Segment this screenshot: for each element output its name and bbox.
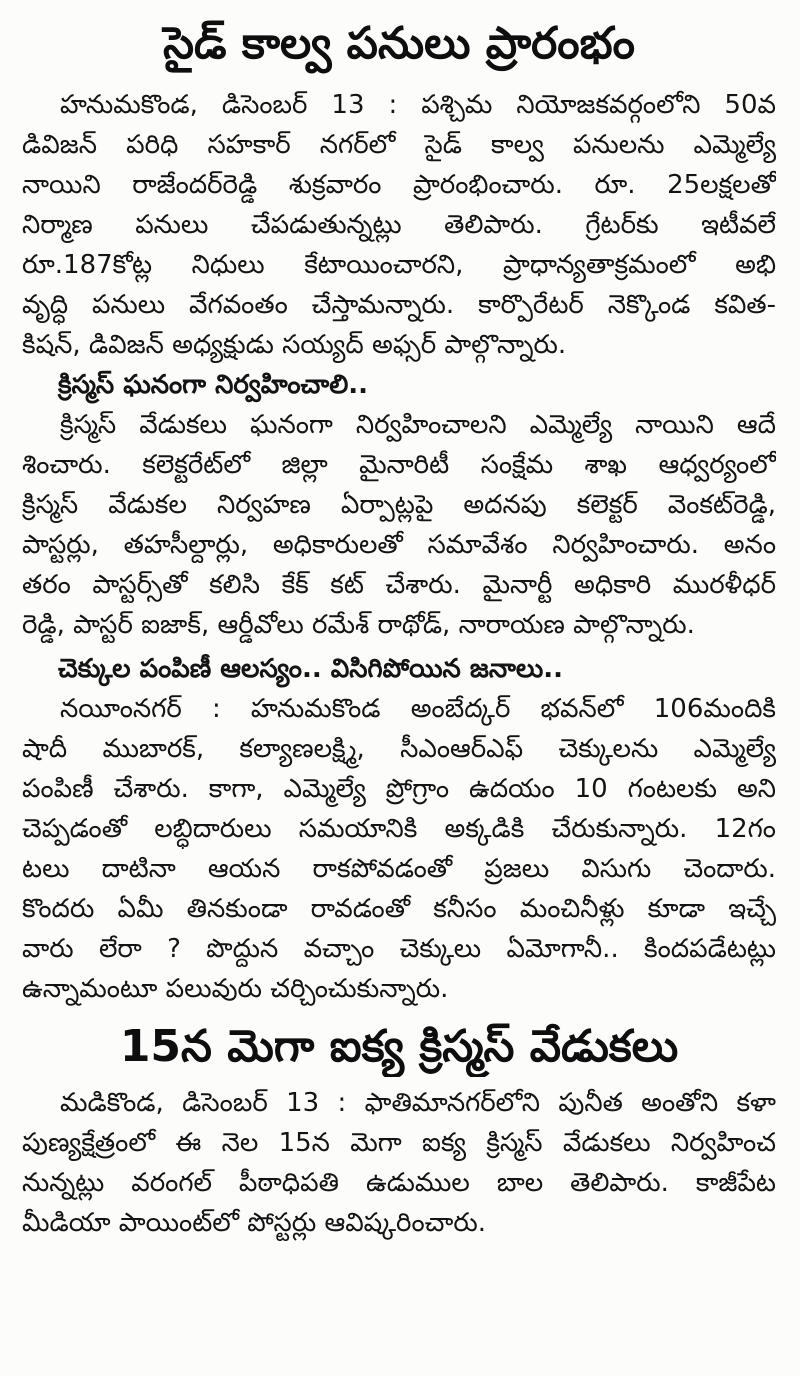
paragraph-line: పుణ్యక్షేత్రంలో ఈ నెల 15న మెగా ఐక్య క్రిస్మస్ వేడుకలు నిర్వహించ bbox=[22, 1128, 776, 1158]
paragraph-line: క్రిస్మస్ వేడుకల నిర్వహణ ఏర్పాట్లపై అదనపు కలెక్టర్ వెంకట్‌రెడ్డి, bbox=[22, 490, 776, 520]
paragraph-line: పాస్టర్లు, తహసీల్దార్లు, అధికారులతో సమావేశం నిర్వహించారు. అనం bbox=[22, 530, 776, 560]
paragraph-line: వారు లేరా ? పొద్దున వచ్చాం చెక్కులు ఏమోగానీ.. కిందపడేటట్లు bbox=[22, 934, 776, 964]
paragraph-line: నాయిని రాజేందర్‌రెడ్డి శుక్రవారం ప్రారంభించారు. రూ. 25లక్షలతో bbox=[22, 170, 776, 200]
paragraph-line: షాదీ ముబారక్, కల్యాణలక్ష్మి, సీఎంఆర్ఎఫ్ చెక్కులను ఎమ్మెల్యే bbox=[22, 734, 776, 764]
paragraph-line: టలు దాటినా ఆయన రాకపోవడంతో ప్రజలు విసుగు చెందారు. bbox=[22, 854, 776, 884]
article-headline: సైడ్ కాల్వ పనులు ప్రారంభం bbox=[163, 18, 635, 69]
paragraph-line: క్రిస్మస్ వేడుకలు ఘనంగా నిర్వహించాలని ఎమ్మెల్యే నాయిని ఆదే bbox=[60, 410, 776, 440]
article-paragraph bbox=[22, 689, 776, 1009]
paragraph-line: డివిజన్ పరిధి సహకార్ నగర్‌లో సైడ్ కాల్వ పనులను ఎమ్మెల్యే bbox=[22, 130, 776, 160]
article-paragraph bbox=[22, 1083, 776, 1243]
paragraph-line: తరం పాస్టర్స్‌తో కలిసి కేక్ కట్ చేశారు. మైనార్టీ అధికారి మురళీధర్ bbox=[22, 570, 776, 600]
article-paragraph bbox=[22, 85, 776, 365]
paragraph-line: రెడ్డి, పాస్టర్ ఐజాక్, ఆర్డీవోలు రమేశ్ రాథోడ్, నారాయణ పాల్గొన్నారు. bbox=[22, 610, 695, 640]
paragraph-line: మీడియా పాయింట్‌లో పోస్టర్లు ఆవిష్కరించారు. bbox=[22, 1208, 487, 1238]
paragraph-line: హనుమకొండ, డిసెంబర్ 13 : పశ్చిమ నియోజకవర్గంలోని 50వ bbox=[60, 90, 776, 120]
subheading: చెక్కుల పంపిణీ ఆలస్యం.. విసిగిపోయిన జనాలు.. bbox=[58, 654, 564, 684]
paragraph-line: చెప్పడంతో లబ్ధిదారులు సమయానికి అక్కడికి చేరుకున్నారు. 12గం bbox=[22, 814, 776, 844]
paragraph-line: నున్నట్లు వరంగల్ పీఠాధిపతి ఉడుముల బాల తెలిపారు. కాజీపేట bbox=[22, 1168, 776, 1198]
paragraph-line: ఉన్నామంటూ పలువురు చర్చించుకున్నారు. bbox=[22, 974, 449, 1004]
paragraph-line: పంపిణీ చేశారు. కాగా, ఎమ్మెల్యే ప్రోగ్రాం ఉదయం 10 గంటలకు అని bbox=[22, 774, 776, 804]
paragraph-line: శించారు. కలెక్టరేట్‌లో జిల్లా మైనారిటీ సంక్షేమ శాఖ ఆధ్వర్యంలో bbox=[22, 450, 776, 480]
article-headline: 15న మెగా ఐక్య క్రిస్మస్ వేడుకలు bbox=[119, 1021, 679, 1072]
paragraph-line: రూ.187కోట్ల నిధులు కేటాయించారని, ప్రాధాన్యతాక్రమంలో అభి bbox=[22, 250, 776, 280]
paragraph-line: కిషన్, డివిజన్ అధ్యక్షుడు సయ్యద్ అఫ్సర్ పాల్గొన్నారు. bbox=[22, 330, 567, 360]
subheading: క్రిస్మస్ ఘనంగా నిర్వహించాలి.. bbox=[58, 370, 368, 400]
paragraph-line: కొందరు ఏమీ తినకుండా రావడంతో కనీసం మంచినీళ్లు కూడా ఇచ్చే bbox=[22, 894, 776, 924]
paragraph-line: వృద్ధి పనులు వేగవంతం చేస్తామన్నారు. కార్పొరేటర్ నెక్కొండ కవిత- bbox=[22, 290, 776, 320]
article-paragraph bbox=[22, 405, 776, 645]
paragraph-line: మడికొండ, డిసెంబర్ 13 : ఫాతిమానగర్‌లోని పునీత అంతోని కళా bbox=[60, 1088, 776, 1118]
paragraph-line: నయీంనగర్ : హనుమకొండ అంబేద్కర్ భవన్‌లో 106మందికి bbox=[60, 694, 776, 724]
paragraph-line: నిర్మాణ పనులు చేపడుతున్నట్లు తెలిపారు. గ్రేటర్‌కు ఇటీవలే bbox=[22, 210, 776, 240]
